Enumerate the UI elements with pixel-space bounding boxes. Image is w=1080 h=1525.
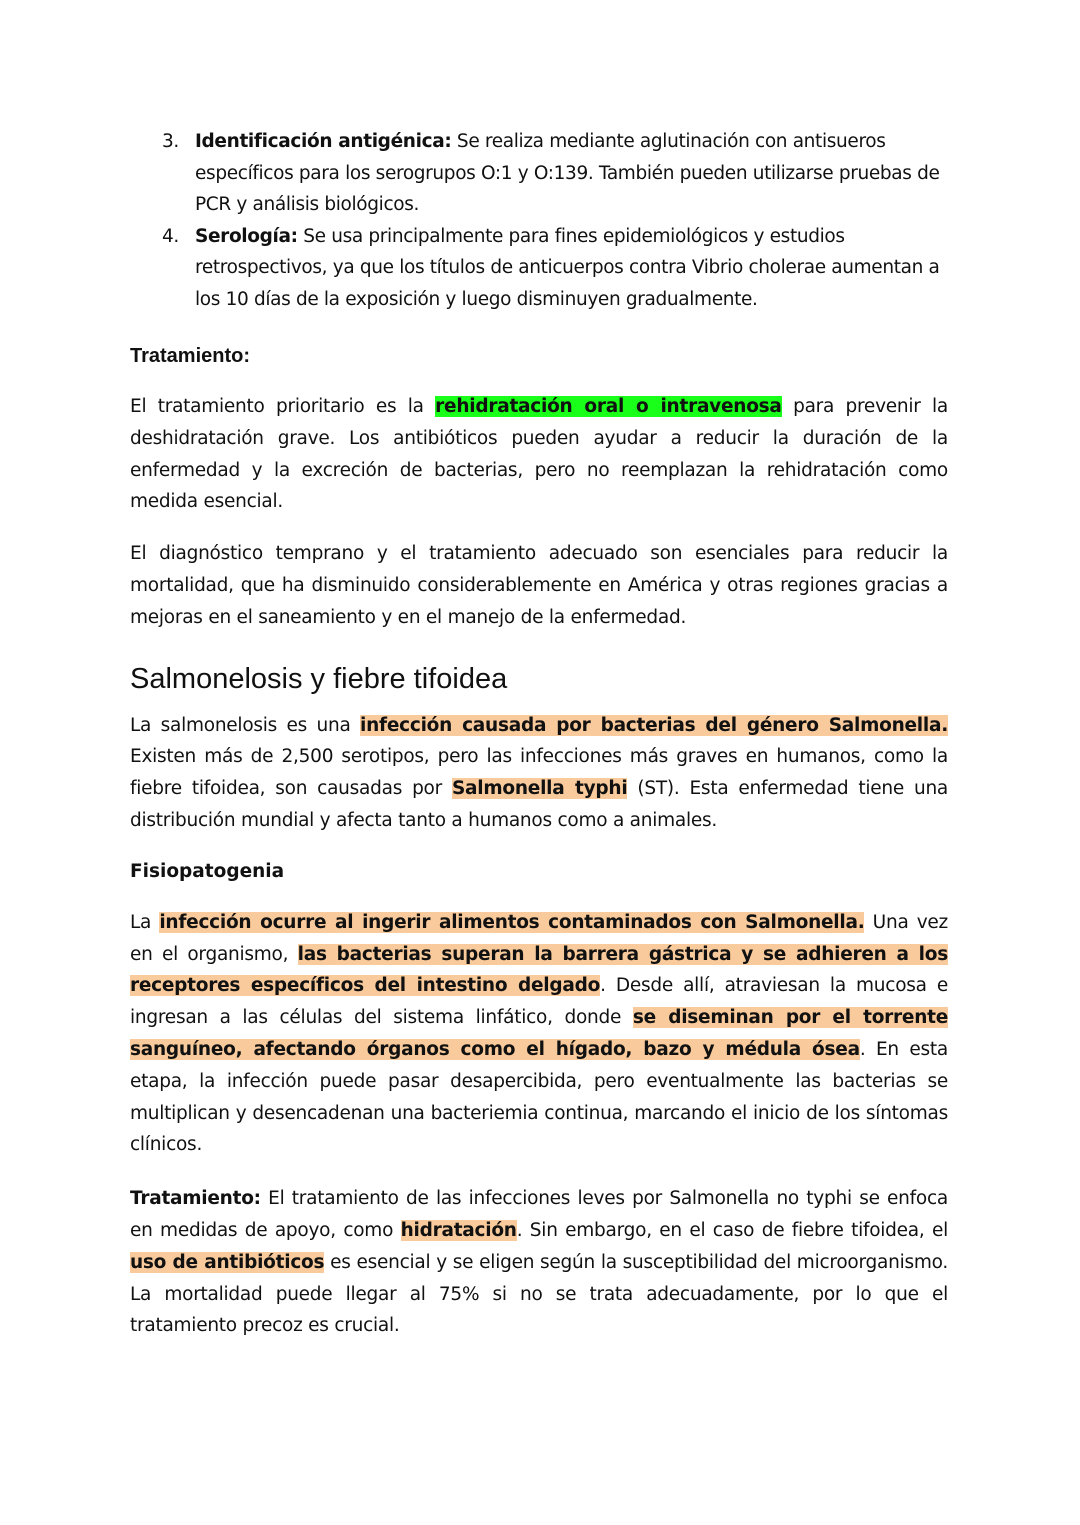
highlight-orange: uso de antibióticos	[130, 1251, 325, 1273]
list-item-label: Serología:	[195, 225, 298, 247]
text-run: es esencial y se eligen según la susceptibilidad del microorganismo. La mortalidad puede llegar al 75% si no se trata adecuadamente, por lo que el tratamiento precoz es crucial.	[130, 1251, 948, 1337]
highlight-orange: se diseminan por el torrente sanguíneo, afectando órganos como el hígado, bazo y médula ósea	[130, 1007, 949, 1060]
text-run: La	[130, 911, 160, 933]
treatment-paragraph	[130, 391, 948, 518]
list-number: 4.	[162, 225, 179, 247]
text-run: . En esta etapa, la infección puede pasar desapercibida, pero eventualmente las bacterias se multiplican y desencadenan una bacteriemia continua, marcando el inicio de los síntomas clínicos.	[130, 1038, 948, 1156]
highlight-orange: Salmonella typhi	[451, 778, 628, 800]
section-title: Salmonelosis y fiebre tifoidea	[130, 662, 508, 695]
text-run: . Sin embargo, en el caso de fiebre tifoidea, el	[516, 1219, 948, 1241]
highlight-orange: las bacterias superan la barrera gástrica y se adhieren a los receptores específicos del intestino delgado	[130, 943, 948, 997]
treatment-label: Tratamiento:	[130, 1188, 261, 1210]
text-run: El tratamiento de las infecciones leves por Salmonella no typhi se enfoca en medidas de apoyo, como	[130, 1188, 948, 1241]
text-run: Una vez en el organismo,	[130, 911, 949, 965]
list-item-label: Identificación antigénica:	[195, 131, 452, 152]
page-content	[130, 126, 948, 1342]
text-run: La salmonelosis es una	[130, 714, 361, 736]
list-item	[130, 126, 948, 221]
list-number: 3.	[162, 131, 179, 152]
text-run: (ST). Esta enfermedad tiene una distribución mundial y afecta tanto a humanos como a animales.	[130, 778, 949, 831]
diagnosis-list	[130, 126, 948, 315]
list-item	[130, 221, 948, 316]
treatment-heading: Tratamiento:	[130, 345, 251, 367]
highlight-green: rehidratación oral o intravenosa	[435, 396, 782, 417]
highlight-orange: infección ocurre al ingerir alimentos contaminados con Salmonella.	[159, 911, 865, 933]
fisiopatogenia-paragraph	[130, 907, 948, 1161]
list-item-text: Se usa principalmente para fines epidemiológicos y estudios retrospectivos, ya que los títulos de anticuerpos contra Vibrio cholerae aumentan a los 10 días de la exposición y luego disminuyen gradualmente.	[195, 225, 940, 310]
list-item-text: Se realiza mediante aglutinación con antisueros específicos para los serogrupos O:1 y O:139. También pueden utilizarse pruebas de PCR y análisis biológicos.	[195, 131, 940, 215]
diagnosis-paragraph: El diagnóstico temprano y el tratamiento adecuado son esenciales para reducir la mortalidad, que ha disminuido considerablemente en América y otras regiones gracias a mejoras en el saneamiento y en el manejo de la enfermedad.	[130, 543, 948, 628]
text-run: El tratamiento prioritario es la	[130, 396, 436, 417]
salmonella-intro-paragraph	[130, 710, 948, 837]
salmonella-treatment-paragraph	[130, 1183, 948, 1342]
text-run: para prevenir la deshidratación grave. Los antibióticos pueden ayudar a reducir la duración de la enfermedad y la excreción de bacterias, pero no reemplazan la rehidratación como medida esencial.	[130, 396, 948, 513]
highlight-orange: hidratación	[400, 1219, 517, 1241]
text-run: . Desde allí, atraviesan la mucosa e ingresan a las células del sistema linfático, donde	[130, 975, 948, 1029]
fisiopatogenia-heading: Fisiopatogenia	[130, 860, 285, 882]
text-run: Existen más de 2,500 serotipos, pero las infecciones más graves en humanos, como la fiebre tifoidea, son causadas por	[130, 746, 948, 800]
highlight-orange: infección causada por bacterias del género Salmonella.	[360, 714, 948, 736]
